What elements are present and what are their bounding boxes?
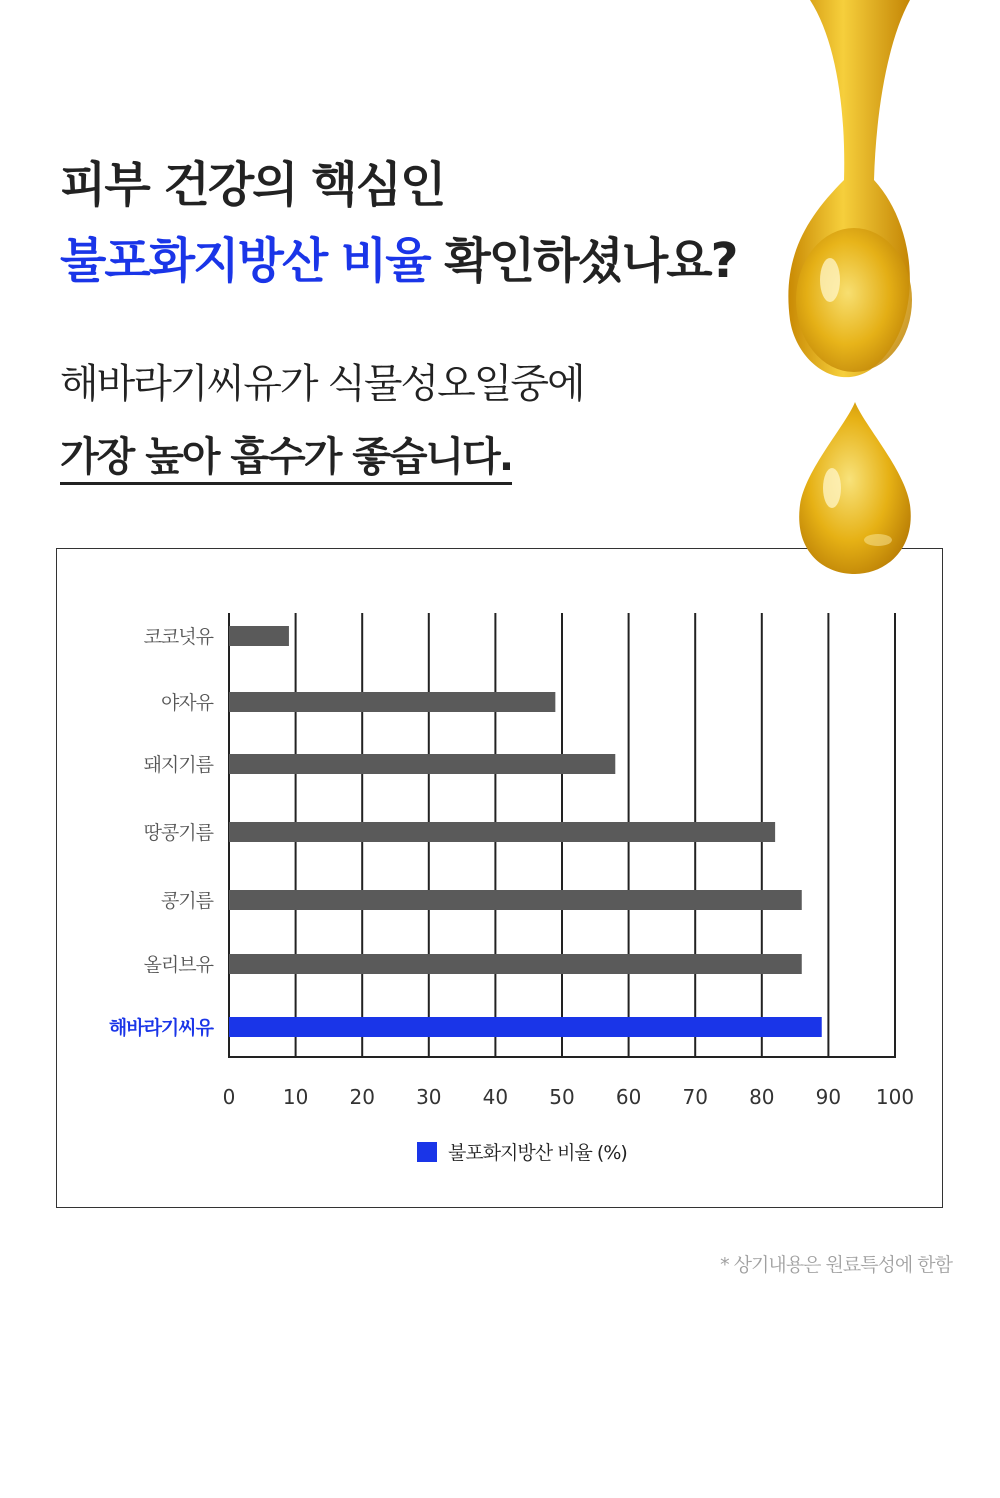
category-label-3: 돼지기름 — [143, 754, 213, 776]
tick-label-x-0: 0 — [222, 1085, 236, 1109]
headline-rest: 확인하셨나요? — [444, 233, 737, 289]
category-label-5: 콩기름 — [160, 890, 213, 912]
category-label-4: 땅콩기름 — [143, 822, 213, 844]
tick-label-x-50: 50 — [549, 1085, 575, 1109]
tick-label-x-20: 20 — [349, 1085, 375, 1109]
legend-label: 불포화지방산 비율 (%) — [448, 1142, 627, 1164]
bar-chart — [57, 549, 944, 1209]
bar-7 — [229, 1017, 822, 1037]
bar-3 — [229, 754, 615, 774]
headline-line2 — [60, 222, 736, 291]
subhead-line2: 가장 높아 흡수가 좋습니다. — [60, 434, 513, 480]
bar-6 — [229, 954, 802, 974]
category-label-2: 야자유 — [160, 692, 213, 714]
category-label-6: 올리브유 — [143, 954, 213, 976]
category-label-1: 코코넛유 — [143, 626, 213, 648]
footnote: * 상기내용은 원료특성에 한함 — [720, 1254, 952, 1276]
headline-line1: 피부 건강의 핵심인 — [60, 157, 445, 213]
tick-label-x-80: 80 — [749, 1085, 775, 1109]
tick-label-x-40: 40 — [482, 1085, 509, 1109]
oil-drop-icon — [760, 0, 960, 590]
subhead-line1: 해바라기씨유가 식물성오일중에 — [60, 361, 584, 407]
bar-5 — [229, 890, 802, 910]
tick-label-x-70: 70 — [682, 1085, 708, 1109]
bar-4 — [229, 822, 775, 842]
category-label-7: 해바라기씨유 — [108, 1017, 213, 1039]
tick-label-x-100: 100 — [875, 1085, 915, 1109]
bar-2 — [229, 692, 555, 712]
legend-swatch — [417, 1142, 437, 1162]
bar-1 — [229, 626, 289, 646]
tick-label-x-10: 10 — [282, 1085, 309, 1109]
tick-label-x-90: 90 — [815, 1085, 842, 1109]
tick-label-x-60: 60 — [615, 1085, 642, 1109]
headline-highlight: 불포화지방산 비율 — [60, 233, 430, 289]
tick-label-x-30: 30 — [416, 1085, 442, 1109]
chart-panel — [56, 548, 943, 1208]
